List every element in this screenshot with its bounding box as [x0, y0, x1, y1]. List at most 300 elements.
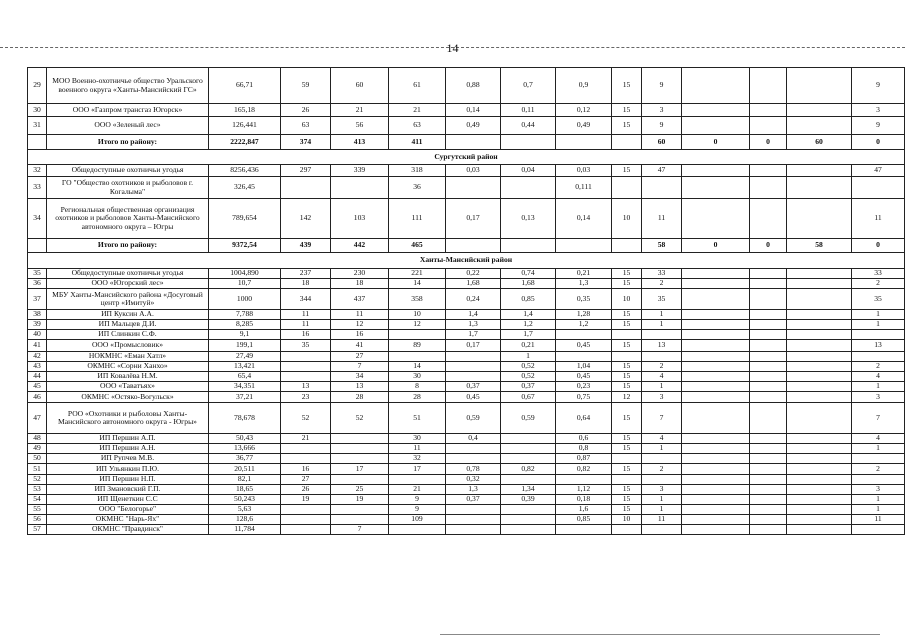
value-cell	[750, 434, 787, 444]
value-cell: 63	[281, 117, 331, 135]
value-cell	[642, 454, 682, 464]
value-cell: 1,4	[501, 310, 556, 320]
value-cell: 0,49	[446, 117, 501, 135]
table-row	[28, 382, 905, 392]
value-cell: 318	[389, 165, 446, 177]
value-cell	[682, 475, 750, 485]
value-cell: 60	[331, 68, 389, 104]
value-cell: 1004,890	[209, 269, 281, 279]
value-cell: 0,35	[556, 289, 612, 310]
value-cell: 3	[642, 104, 682, 117]
value-cell	[787, 310, 852, 320]
value-cell	[642, 352, 682, 362]
table-row	[28, 495, 905, 505]
value-cell	[682, 434, 750, 444]
value-cell: 18	[331, 279, 389, 289]
row-number-cell: 52	[28, 475, 47, 485]
value-cell	[446, 362, 501, 372]
value-cell: 0,88	[446, 68, 501, 104]
hunting-quota-table	[27, 67, 905, 535]
value-cell: 25	[331, 485, 389, 495]
value-cell	[682, 495, 750, 505]
value-cell: 0,7	[501, 68, 556, 104]
value-cell: 0,49	[556, 117, 612, 135]
value-cell: 65,4	[209, 372, 281, 382]
value-cell: 15	[612, 485, 642, 495]
value-cell	[331, 434, 389, 444]
value-cell	[750, 515, 787, 525]
value-cell: 411	[389, 135, 446, 150]
value-cell: 3	[642, 392, 682, 403]
table-row	[28, 372, 905, 382]
value-cell: 0,17	[446, 340, 501, 352]
value-cell	[750, 279, 787, 289]
value-cell: 1,3	[446, 485, 501, 495]
value-cell	[642, 177, 682, 199]
value-cell: 0	[852, 239, 905, 253]
value-cell: 0,9	[556, 68, 612, 104]
value-cell: 0,78	[446, 464, 501, 475]
row-number-cell: 45	[28, 382, 47, 392]
section-header-row	[28, 253, 905, 269]
value-cell: 41	[331, 340, 389, 352]
value-cell	[787, 464, 852, 475]
value-cell: 1	[642, 444, 682, 454]
value-cell: 0,21	[501, 340, 556, 352]
value-cell	[446, 372, 501, 382]
value-cell: 66,71	[209, 68, 281, 104]
value-cell	[612, 177, 642, 199]
value-cell: 15	[612, 279, 642, 289]
value-cell	[787, 352, 852, 362]
value-cell	[787, 104, 852, 117]
value-cell	[750, 495, 787, 505]
table-row	[28, 279, 905, 289]
organization-cell: ОКМНС "Правдинск"	[47, 525, 209, 535]
value-cell: 339	[331, 165, 389, 177]
value-cell: 9	[852, 68, 905, 104]
value-cell	[787, 515, 852, 525]
value-cell: 78,678	[209, 403, 281, 434]
value-cell	[281, 505, 331, 515]
value-cell: 0,59	[446, 403, 501, 434]
organization-cell: ОКМНС "Нарь-Ях"	[47, 515, 209, 525]
value-cell: 1	[852, 505, 905, 515]
organization-cell: ОКМНС «Остяко-Вогульск»	[47, 392, 209, 403]
row-number-cell: 38	[28, 310, 47, 320]
row-number-cell: 41	[28, 340, 47, 352]
table-row	[28, 269, 905, 279]
value-cell	[682, 320, 750, 330]
value-cell: 11	[389, 444, 446, 454]
value-cell	[750, 525, 787, 535]
value-cell: 1,3	[446, 320, 501, 330]
value-cell	[682, 505, 750, 515]
value-cell	[787, 289, 852, 310]
value-cell	[682, 372, 750, 382]
value-cell: 47	[642, 165, 682, 177]
value-cell: 15	[612, 505, 642, 515]
value-cell: 13	[331, 382, 389, 392]
value-cell: 237	[281, 269, 331, 279]
value-cell	[501, 239, 556, 253]
value-cell: 11	[281, 320, 331, 330]
value-cell	[787, 340, 852, 352]
value-cell	[501, 475, 556, 485]
value-cell: 0,85	[556, 515, 612, 525]
value-cell: 35	[281, 340, 331, 352]
value-cell: 33	[642, 269, 682, 279]
value-cell: 0,82	[501, 464, 556, 475]
table-row	[28, 177, 905, 199]
value-cell: 50,243	[209, 495, 281, 505]
value-cell	[787, 269, 852, 279]
value-cell: 63	[389, 117, 446, 135]
value-cell: 4	[852, 434, 905, 444]
value-cell	[446, 239, 501, 253]
value-cell: 10,7	[209, 279, 281, 289]
row-number-cell: 49	[28, 444, 47, 454]
table-row	[28, 165, 905, 177]
value-cell	[750, 199, 787, 239]
value-cell: 11	[852, 515, 905, 525]
value-cell	[281, 515, 331, 525]
value-cell: 28	[389, 392, 446, 403]
value-cell: 0	[682, 135, 750, 150]
value-cell	[612, 239, 642, 253]
value-cell: 12	[612, 392, 642, 403]
value-cell	[852, 330, 905, 340]
value-cell: 1,3	[556, 279, 612, 289]
value-cell	[787, 505, 852, 515]
value-cell	[446, 352, 501, 362]
value-cell: 1,4	[446, 310, 501, 320]
value-cell	[556, 239, 612, 253]
organization-cell: ООО «Югорский лес»	[47, 279, 209, 289]
value-cell: 15	[612, 464, 642, 475]
value-cell: 2	[852, 362, 905, 372]
value-cell: 60	[642, 135, 682, 150]
table-row	[28, 362, 905, 372]
value-cell: 344	[281, 289, 331, 310]
value-cell	[750, 505, 787, 515]
value-cell	[750, 403, 787, 434]
value-cell: 61	[389, 68, 446, 104]
value-cell: 0,21	[556, 269, 612, 279]
value-cell: 1,2	[501, 320, 556, 330]
value-cell: 1	[642, 310, 682, 320]
row-number-cell: 35	[28, 269, 47, 279]
value-cell: 0,87	[556, 454, 612, 464]
table-row	[28, 403, 905, 434]
value-cell: 111	[389, 199, 446, 239]
organization-cell: ИП Ульянкин П.Ю.	[47, 464, 209, 475]
value-cell: 1,28	[556, 310, 612, 320]
organization-cell: ИП Слинкин С.Ф.	[47, 330, 209, 340]
value-cell: 58	[787, 239, 852, 253]
value-cell	[682, 68, 750, 104]
value-cell: 0,8	[556, 444, 612, 454]
value-cell	[787, 485, 852, 495]
value-cell: 0,37	[501, 382, 556, 392]
value-cell: 9	[852, 117, 905, 135]
value-cell	[682, 464, 750, 475]
value-cell	[556, 135, 612, 150]
table-row	[28, 475, 905, 485]
value-cell	[642, 525, 682, 535]
value-cell: 7	[331, 525, 389, 535]
value-cell	[787, 525, 852, 535]
value-cell	[750, 269, 787, 279]
value-cell	[750, 485, 787, 495]
value-cell	[787, 199, 852, 239]
value-cell	[281, 372, 331, 382]
value-cell: 0,14	[556, 199, 612, 239]
value-cell: 13	[642, 340, 682, 352]
row-number-cell: 56	[28, 515, 47, 525]
value-cell: 14	[389, 279, 446, 289]
value-cell: 10	[612, 289, 642, 310]
value-cell	[787, 434, 852, 444]
value-cell: 59	[281, 68, 331, 104]
value-cell	[446, 177, 501, 199]
value-cell: 0,03	[556, 165, 612, 177]
value-cell	[612, 525, 642, 535]
value-cell: 34,351	[209, 382, 281, 392]
value-cell: 789,654	[209, 199, 281, 239]
row-number-cell: 51	[28, 464, 47, 475]
value-cell: 17	[389, 464, 446, 475]
row-number-cell: 31	[28, 117, 47, 135]
value-cell: 0,37	[446, 382, 501, 392]
value-cell: 0,52	[501, 372, 556, 382]
value-cell: 11	[281, 310, 331, 320]
row-number-cell: 48	[28, 434, 47, 444]
value-cell	[682, 165, 750, 177]
value-cell: 7	[642, 403, 682, 434]
value-cell: 15	[612, 340, 642, 352]
value-cell	[682, 444, 750, 454]
value-cell: 3	[852, 104, 905, 117]
value-cell: 9	[389, 495, 446, 505]
organization-cell: ОКМНС «Сорни Ханхо»	[47, 362, 209, 372]
value-cell	[750, 177, 787, 199]
value-cell: 82,1	[209, 475, 281, 485]
value-cell	[556, 330, 612, 340]
value-cell: 0,59	[501, 403, 556, 434]
organization-cell: Итого по району:	[47, 135, 209, 150]
value-cell: 52	[281, 403, 331, 434]
organization-cell: ГО "Общество охотников и рыболовов г. Когалыма"	[47, 177, 209, 199]
value-cell	[787, 495, 852, 505]
value-cell: 1	[642, 505, 682, 515]
value-cell: 2	[852, 464, 905, 475]
value-cell	[682, 382, 750, 392]
value-cell	[787, 454, 852, 464]
table-row	[28, 444, 905, 454]
value-cell	[642, 475, 682, 485]
value-cell: 0,18	[556, 495, 612, 505]
value-cell	[787, 279, 852, 289]
value-cell: 230	[331, 269, 389, 279]
value-cell	[750, 117, 787, 135]
value-cell	[389, 330, 446, 340]
value-cell: 13,666	[209, 444, 281, 454]
value-cell: 58	[642, 239, 682, 253]
value-cell: 109	[389, 515, 446, 525]
value-cell	[750, 320, 787, 330]
value-cell	[446, 525, 501, 535]
table-row	[28, 104, 905, 117]
value-cell: 1,2	[556, 320, 612, 330]
value-cell: 8	[389, 382, 446, 392]
value-cell: 221	[389, 269, 446, 279]
table-row	[28, 340, 905, 352]
value-cell	[682, 362, 750, 372]
value-cell	[682, 289, 750, 310]
value-cell: 1	[852, 320, 905, 330]
value-cell	[682, 340, 750, 352]
value-cell: 1	[852, 495, 905, 505]
value-cell: 142	[281, 199, 331, 239]
value-cell	[682, 269, 750, 279]
row-number-cell: 57	[28, 525, 47, 535]
value-cell: 15	[612, 382, 642, 392]
value-cell	[446, 444, 501, 454]
value-cell: 10	[389, 310, 446, 320]
value-cell: 27,49	[209, 352, 281, 362]
value-cell: 0,64	[556, 403, 612, 434]
value-cell: 2	[642, 362, 682, 372]
value-cell: 15	[612, 165, 642, 177]
value-cell	[331, 454, 389, 464]
value-cell	[787, 320, 852, 330]
value-cell: 36	[389, 177, 446, 199]
value-cell	[750, 475, 787, 485]
value-cell	[389, 475, 446, 485]
row-number-cell: 40	[28, 330, 47, 340]
row-number-cell: 42	[28, 352, 47, 362]
value-cell: 11	[852, 199, 905, 239]
value-cell	[682, 403, 750, 434]
row-number-cell	[28, 135, 47, 150]
value-cell	[787, 403, 852, 434]
value-cell: 52	[331, 403, 389, 434]
value-cell: 0,52	[501, 362, 556, 372]
value-cell: 16	[281, 464, 331, 475]
value-cell: 3	[642, 485, 682, 495]
section-header-row	[28, 150, 905, 165]
value-cell: 8256,436	[209, 165, 281, 177]
value-cell	[446, 135, 501, 150]
value-cell	[750, 454, 787, 464]
organization-cell: ИП Змановский Г.П.	[47, 485, 209, 495]
table-body	[28, 68, 905, 535]
value-cell: 2	[642, 279, 682, 289]
value-cell: 51	[389, 403, 446, 434]
value-cell: 11	[642, 199, 682, 239]
organization-cell: Итого по району:	[47, 239, 209, 253]
value-cell	[750, 330, 787, 340]
value-cell	[331, 475, 389, 485]
value-cell: 437	[331, 289, 389, 310]
value-cell: 0,45	[556, 372, 612, 382]
value-cell	[852, 525, 905, 535]
value-cell: 4	[642, 434, 682, 444]
value-cell	[852, 177, 905, 199]
value-cell	[281, 362, 331, 372]
value-cell: 15	[612, 104, 642, 117]
value-cell: 0,04	[501, 165, 556, 177]
value-cell	[787, 392, 852, 403]
value-cell: 15	[612, 362, 642, 372]
organization-cell: ООО «Газпром трансгаз Югорск»	[47, 104, 209, 117]
table-row	[28, 515, 905, 525]
value-cell	[612, 330, 642, 340]
value-cell: 7	[331, 362, 389, 372]
total-row	[28, 135, 905, 150]
value-cell: 7,788	[209, 310, 281, 320]
table-row	[28, 68, 905, 104]
value-cell: 1	[852, 310, 905, 320]
value-cell: 0,82	[556, 464, 612, 475]
organization-cell: Общедоступные охотничьи угодья	[47, 269, 209, 279]
value-cell: 13	[281, 382, 331, 392]
value-cell	[501, 515, 556, 525]
value-cell	[281, 525, 331, 535]
value-cell: 0	[682, 239, 750, 253]
value-cell: 47	[852, 165, 905, 177]
table-row	[28, 330, 905, 340]
value-cell	[682, 525, 750, 535]
value-cell: 1	[501, 352, 556, 362]
row-number-cell: 53	[28, 485, 47, 495]
value-cell	[750, 310, 787, 320]
value-cell: 3	[852, 485, 905, 495]
value-cell: 12	[389, 320, 446, 330]
value-cell: 1	[642, 320, 682, 330]
value-cell	[750, 289, 787, 310]
value-cell: 28	[331, 392, 389, 403]
organization-cell: ООО «Зеленый лес»	[47, 117, 209, 135]
value-cell: 15	[612, 403, 642, 434]
value-cell: 11	[642, 515, 682, 525]
value-cell	[642, 330, 682, 340]
value-cell: 1	[642, 382, 682, 392]
value-cell: 15	[612, 269, 642, 279]
table-row	[28, 525, 905, 535]
value-cell: 358	[389, 289, 446, 310]
table-row	[28, 434, 905, 444]
row-number-cell: 29	[28, 68, 47, 104]
value-cell: 1,68	[446, 279, 501, 289]
value-cell: 0,75	[556, 392, 612, 403]
table-row	[28, 320, 905, 330]
value-cell: 0	[852, 135, 905, 150]
value-cell: 103	[331, 199, 389, 239]
value-cell: 1,68	[501, 279, 556, 289]
row-number-cell: 34	[28, 199, 47, 239]
value-cell: 5,63	[209, 505, 281, 515]
value-cell: 1	[852, 382, 905, 392]
organization-cell: ООО «Промысловик»	[47, 340, 209, 352]
value-cell: 15	[612, 495, 642, 505]
value-cell	[852, 352, 905, 362]
total-row	[28, 239, 905, 253]
value-cell	[501, 177, 556, 199]
value-cell: 30	[389, 434, 446, 444]
value-cell: 35	[642, 289, 682, 310]
